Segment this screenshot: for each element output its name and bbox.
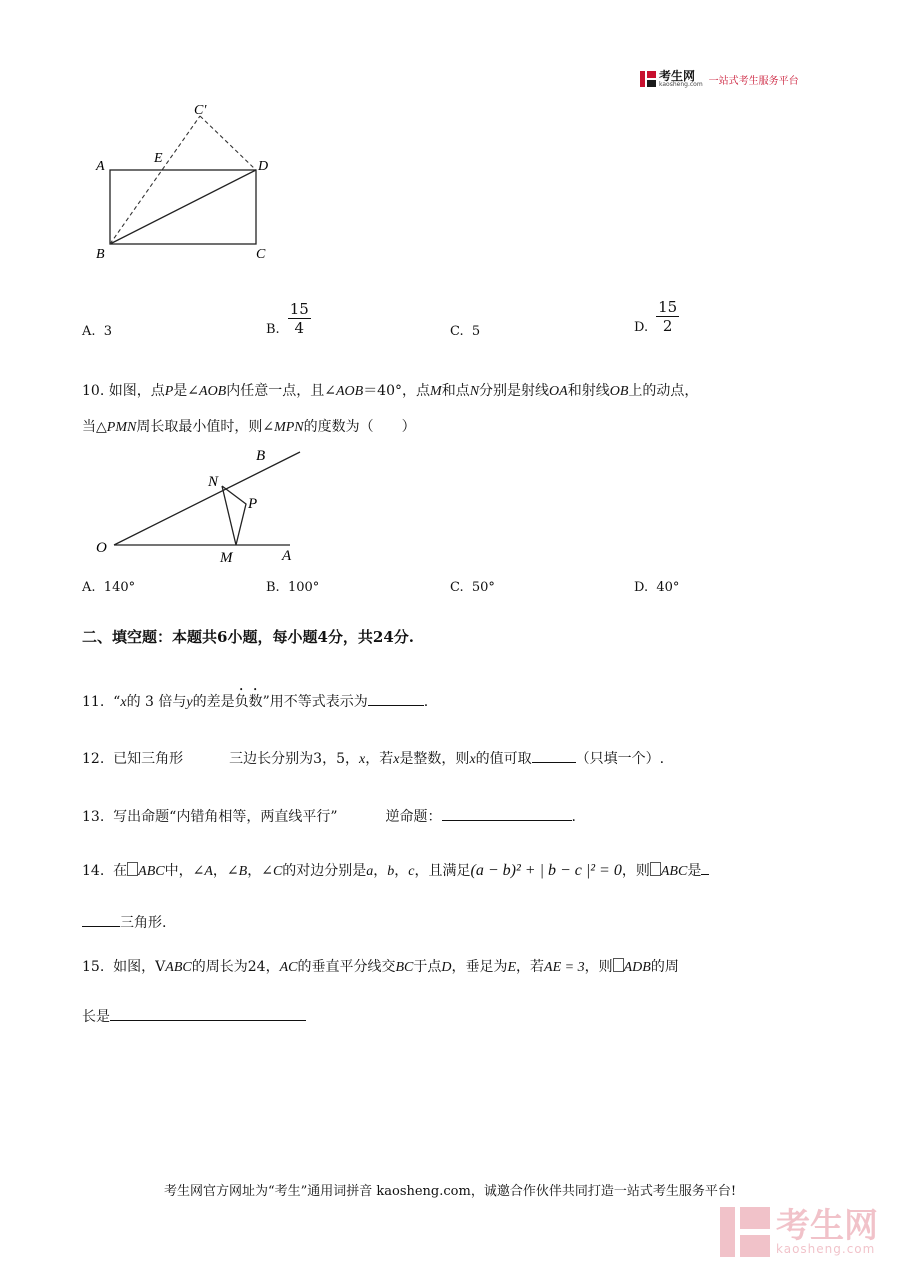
q10-option-c: C. 50° — [450, 580, 495, 595]
label-c-prime: C′ — [194, 103, 207, 118]
triangle-glyph-box — [613, 958, 624, 972]
q10-line-2: 当△PMN周长取最小值时，则∠MPN的度数为（ ） — [82, 419, 416, 435]
watermark — [720, 1207, 878, 1257]
emphasized-word: 负数 — [234, 694, 263, 710]
q15-line-1: 15. 如图，VABC的周长为24，AC的垂直平分线交BC于点D，垂足为E，若AE = 3，则 ADB的周 — [82, 959, 679, 975]
q9-option-d: D. $\frac{15}{2}$ — [634, 298, 678, 335]
label-b: B — [96, 247, 105, 262]
fraction-15-2: $\frac{15}{2}$ — [658, 298, 678, 335]
label-n: N — [208, 474, 219, 490]
ray-ob — [114, 452, 300, 545]
watermark-name: 考生网 — [776, 1206, 878, 1246]
q14-line-2: 三角形. — [82, 912, 166, 932]
q9-option-a: A. 3 — [82, 324, 113, 339]
label-p: P — [248, 496, 258, 512]
q10-line-1: 10. 如图，点P是∠AOB内任意一点，且∠AOB＝40°，点M和点N分别是射线OA和射线OB上的动点， — [82, 383, 699, 399]
brand-domain: kaosheng.com — [659, 81, 703, 88]
answer-blank[interactable] — [701, 862, 709, 875]
label-a: A — [282, 548, 292, 564]
fold-line-c-prime-d — [200, 116, 256, 170]
figure-angle-aob — [90, 440, 310, 570]
q10-option-a: A. 140° — [82, 580, 136, 595]
answer-blank[interactable] — [110, 1008, 306, 1021]
header-logo — [640, 70, 799, 88]
q13: 13. 写出命题“内错角相等，两直线平行” 逆命题： . — [82, 809, 576, 825]
triangle-glyph-box — [650, 862, 661, 876]
label-a: A — [96, 159, 105, 174]
q10-option-d: D. 40° — [634, 580, 680, 595]
triangle-glyph-box — [127, 862, 138, 876]
label-d: D — [258, 159, 269, 174]
formula: (a − b)² + | b − c |² = 0 — [470, 862, 622, 879]
label-c: C — [256, 247, 266, 262]
q9-option-c: C. 5 — [450, 324, 481, 339]
footer-note: 考生网官方网址为“考生”通用词拼音 kaosheng.com，诚邀合作伙伴共同打造一站式考生服务平台! — [163, 1184, 737, 1199]
watermark-domain: kaosheng.com — [776, 1242, 876, 1256]
label-b: B — [256, 448, 266, 464]
q12: 12. 已知三角形 三边长分别为3，5，x，若x是整数，则x的值可取 （只填一个）. — [82, 751, 665, 767]
triangle-pmn — [222, 486, 246, 545]
q10-option-b: B. 100° — [266, 580, 320, 595]
answer-blank[interactable] — [442, 808, 572, 821]
section-2-heading: 二、填空题：本题共6小题，每小题4分，共24分. — [82, 628, 415, 646]
brand-slogan: 一站式考生服务平台 — [708, 75, 799, 87]
label-e: E — [154, 151, 163, 166]
answer-blank[interactable] — [82, 914, 120, 927]
fraction-15-4: $\frac{15}{4}$ — [289, 300, 309, 337]
label-o: O — [96, 540, 107, 556]
q9-option-b: B. $\frac{15}{4}$ — [266, 300, 309, 337]
brand-name: 考生网 — [659, 69, 696, 83]
watermark-logo-icon — [720, 1207, 770, 1257]
q15-line-2: 长是 — [82, 1006, 306, 1026]
fold-line-bc-prime — [110, 116, 200, 244]
q14-line-1: 14. 在 ABC中，∠A，∠B，∠C的对边分别是a，b，c，且满足(a − b)² + | b − c |² = 0，则 ABC是 — [82, 860, 709, 880]
figure-rectangle-fold — [90, 98, 290, 268]
diagonal-bd — [110, 170, 256, 244]
brand-logo-icon — [640, 71, 656, 87]
answer-blank[interactable] — [532, 750, 576, 763]
q11: 11. “x的 3 倍与y的差是负数”用不等式表示为 . — [82, 694, 429, 710]
answer-blank[interactable] — [368, 693, 424, 706]
label-m: M — [220, 550, 233, 566]
